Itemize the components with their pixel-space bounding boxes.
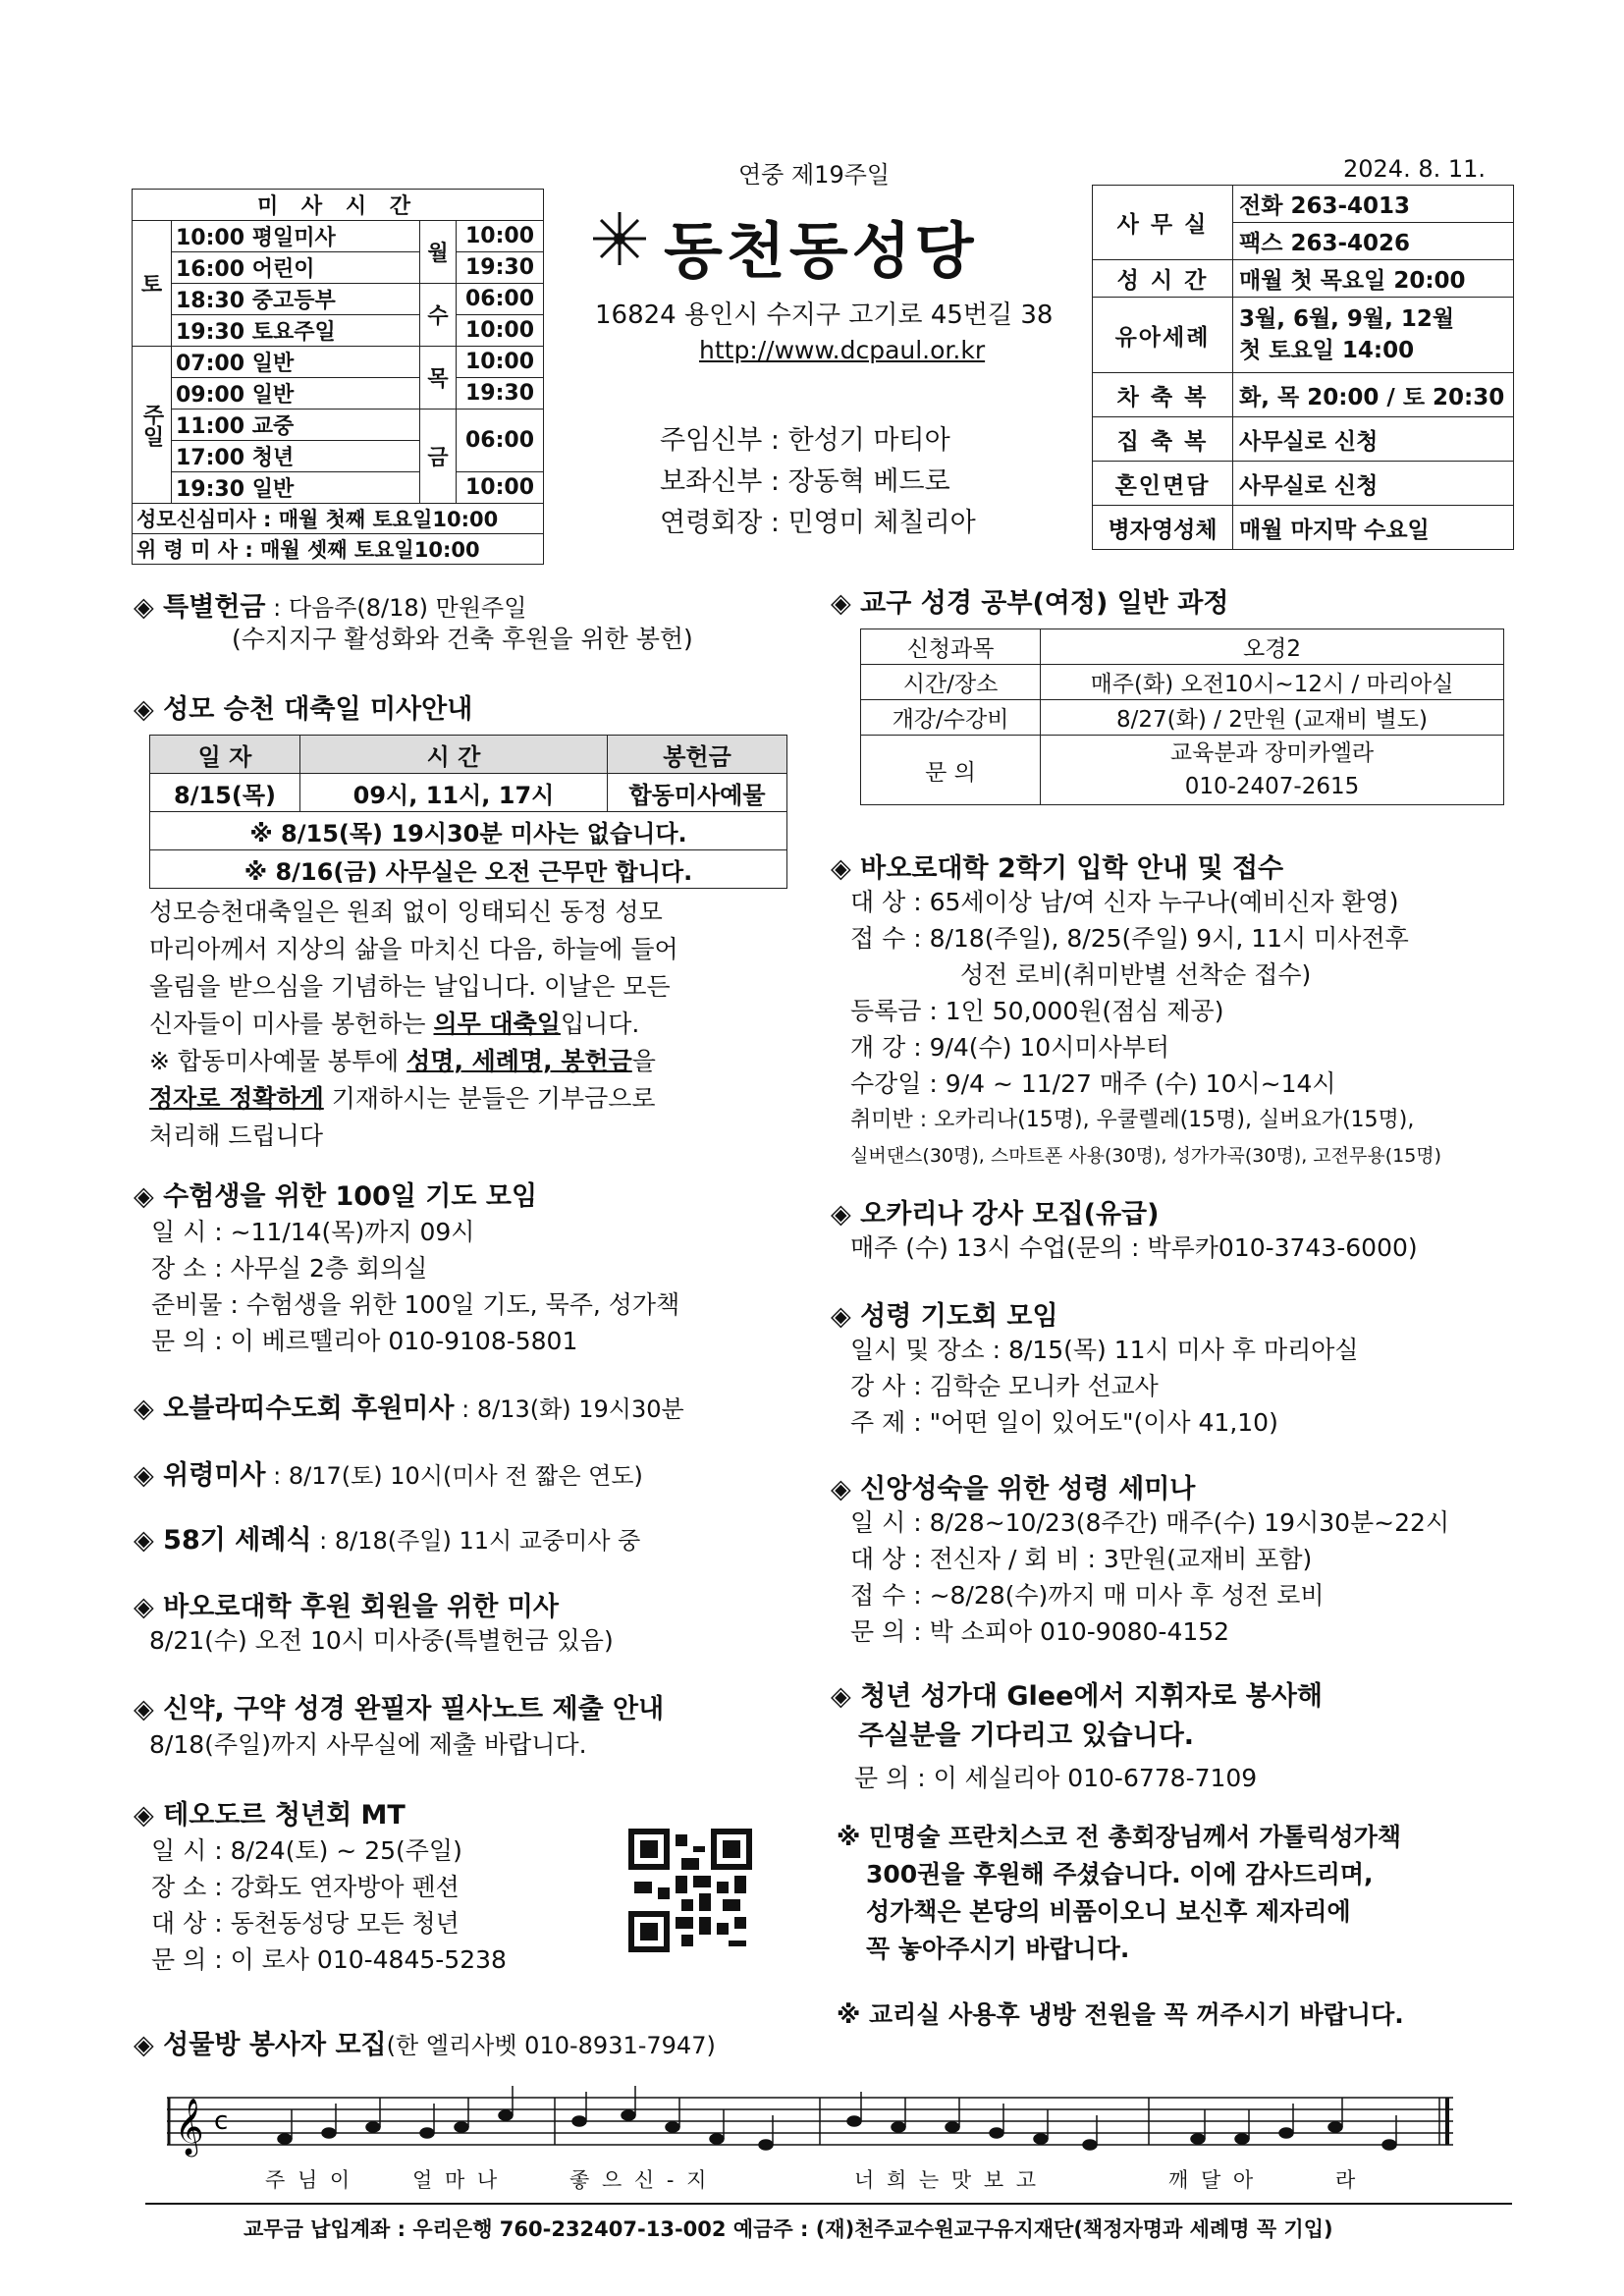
music-note	[622, 2110, 635, 2120]
office-label: 병자영성체	[1093, 506, 1233, 550]
weekday-time: 10:00	[457, 315, 544, 347]
diamond-bullet-icon: ◈	[831, 1199, 861, 1230]
sun-row: 11:00 교중	[172, 410, 420, 441]
weekday-time: 06:00	[457, 284, 544, 315]
section-shop-volunteer: ◈ 성물방 봉사자 모집(한 엘리사벳 010-8931-7947)	[134, 2030, 716, 2060]
office-value: 첫 토요일 14:00	[1239, 338, 1415, 363]
section-youth-mt: ◈ 테오도르 청년회 MT	[134, 1800, 406, 1831]
office-value: 사무실로 신청	[1233, 417, 1514, 462]
diamond-bullet-icon: ◈	[831, 1681, 861, 1712]
diamond-bullet-icon: ◈	[134, 694, 164, 725]
music-note	[1235, 2134, 1249, 2144]
music-note	[322, 2128, 336, 2138]
clergy-item: 연령회장 : 민영미 체칠리아	[660, 508, 976, 538]
office-value: 전화 263-4013	[1233, 186, 1514, 223]
section-bible-notes: ◈ 신약, 구약 성경 완필자 필사노트 제출 안내	[134, 1694, 665, 1724]
choir-contact: 문 의 : 이 세실리아 010-6778-7109	[854, 1764, 1258, 1792]
office-info-table	[1092, 185, 1514, 550]
music-note	[499, 2110, 513, 2120]
office-value: 화, 목 20:00 / 토 20:30	[1233, 373, 1514, 417]
diamond-bullet-icon: ◈	[831, 1301, 861, 1332]
day-thu: 목	[420, 347, 457, 410]
office-label: 성 시 간	[1093, 260, 1233, 298]
clergy-item: 주임신부 : 한성기 마티아	[660, 425, 950, 456]
bulletin-date: 2024. 8. 11.	[1343, 155, 1487, 183]
diamond-bullet-icon: ◈	[134, 1525, 164, 1556]
section-special-offering: ◈ 특별헌금 : 다음주(8/18) 만원주일	[134, 592, 527, 623]
office-value: 매월 첫 목요일 20:00	[1233, 260, 1514, 298]
music-note	[892, 2122, 905, 2132]
mass-table-title: 미 사 시 간	[133, 190, 544, 221]
ocarina-detail: 매주 (수) 13시 수업(문의 : 박루카010-3743-6000)	[850, 1233, 1418, 1262]
diamond-bullet-icon: ◈	[134, 1592, 164, 1622]
section-choir-conductor: ◈ 청년 성가대 Glee에서 지휘자로 봉사해 주실분을 기다리고 있습니다.	[831, 1681, 1323, 1751]
weekday-time: 10:00	[457, 347, 544, 378]
office-value: 매월 마지막 수요일	[1233, 506, 1514, 550]
bible-study-table	[860, 629, 1504, 805]
hymnal-donation-note: ※ 민명술 프란치스코 전 총회장님께서 가톨릭성가책 300권을 후원해 주셨습니다. 이에 감사드리며, 성가책은 본당의 비품이오니 보신후 제자리에 꼭 놓아주시기 바랍니다.	[837, 1823, 1401, 1963]
music-note	[572, 2116, 586, 2126]
diamond-bullet-icon: ◈	[831, 1474, 861, 1504]
sun-row: 07:00 일반	[172, 347, 420, 378]
diamond-bullet-icon: ◈	[831, 588, 861, 619]
aircon-note: ※ 교리실 사용후 냉방 전원을 꼭 꺼주시기 바랍니다.	[837, 2000, 1404, 2029]
music-note	[946, 2122, 959, 2132]
sat-row: 18:30 중고등부	[172, 284, 420, 315]
spirit-seminar-details: 일 시 : 8/28~10/23(8주간) 매주(수) 19시30분~22시 대 상 : 전신자 / 회 비 : 3만원(교재비 포함) 접 수 : ~8/28(수)까지 매 미사 후 성전 로비 문 의 : 박 소피아 010-9080-4152	[850, 1508, 1450, 1646]
weekday-time: 10:00	[457, 221, 544, 252]
office-value: 팩스 263-4026	[1233, 223, 1514, 260]
music-note	[990, 2128, 1003, 2138]
section-paul-college-mass: ◈ 바오로대학 후원 회원을 위한 미사	[134, 1592, 559, 1622]
music-note	[710, 2134, 724, 2144]
liturgical-week: 연중 제19주일	[738, 161, 891, 189]
diamond-bullet-icon: ◈	[134, 2030, 164, 2060]
diamond-bullet-icon: ◈	[831, 853, 861, 884]
office-value: 사무실로 신청	[1233, 462, 1514, 506]
music-note	[278, 2134, 292, 2144]
section-bible-study: ◈ 교구 성경 공부(여정) 일반 과정	[831, 588, 1229, 619]
clergy-list	[660, 420, 976, 544]
section-assumption-mass: ◈ 성모 승천 대축일 미사안내	[134, 694, 473, 725]
diamond-bullet-icon: ◈	[134, 1694, 164, 1724]
row-value: 010-2407-2615	[1184, 774, 1360, 799]
row-value: 8/27(화) / 2만원 (교재비 별도)	[1041, 700, 1504, 736]
row-label: 문 의	[861, 736, 1041, 805]
diamond-bullet-icon: ◈	[134, 592, 164, 623]
sun-row: 09:00 일반	[172, 378, 420, 410]
cell: 8/15(목)	[150, 774, 300, 812]
col-header: 일 자	[150, 736, 300, 774]
cell: 09시, 11시, 17시	[300, 774, 608, 812]
row-value: 오경2	[1041, 629, 1504, 665]
mass-schedule-table	[132, 189, 544, 565]
section-spirit-seminar: ◈ 신앙성숙을 위한 성령 세미나	[831, 1474, 1196, 1504]
music-note	[1279, 2128, 1293, 2138]
weekday-time: 19:30	[457, 252, 544, 284]
office-label: 차 축 복	[1093, 373, 1233, 417]
music-note	[1083, 2140, 1097, 2150]
section-exam-prayer: ◈ 수험생을 위한 100일 기도 모임	[134, 1181, 538, 1212]
church-address: 16824 용인시 수지구 고기로 45번길 38	[595, 301, 1054, 330]
offering-detail: (수지지구 활성화와 건축 후원을 위한 봉헌)	[232, 625, 693, 653]
section-ocarina-teacher: ◈ 오카리나 강사 모집(유급)	[831, 1199, 1160, 1230]
youth-mt-details: 일 시 : 8/24(토) ~ 25(주일) 장 소 : 강화도 연자방아 펜션 대 상 : 동천동성당 모든 청년 문 의 : 이 로사 010-4845-5238	[151, 1836, 507, 1974]
music-note	[455, 2122, 468, 2132]
sunday-label: 주일	[133, 347, 172, 504]
table-note: ※ 8/16(금) 사무실은 오전 근무만 합니다.	[150, 850, 787, 889]
exam-prayer-details: 일 시 : ~11/14(목)까지 09시 장 소 : 사무실 2층 회의실 준비물 : 수험생을 위한 100일 기도, 묵주, 성가책 문 의 : 이 베르뗄리아 010-9108-5801	[151, 1218, 680, 1355]
music-note	[847, 2116, 861, 2126]
assumption-mass-table	[149, 735, 787, 889]
common-time-icon: c	[214, 2106, 229, 2136]
diamond-bullet-icon: ◈	[134, 1394, 164, 1424]
row-value: 매주(화) 오전10시~12시 / 마리아실	[1041, 665, 1504, 700]
paul-college-details: 대 상 : 65세이상 남/여 신자 누구나(예비신자 환영) 접 수 : 8/18(주일), 8/25(주일) 9시, 11시 미사전후 성전 로비(취미반별 선착순 접수) 등록금 : 1인 50,000원(점심 제공) 개 강 : 9/4(수) 10시미사부터 수강일 : 9/4 ~ 11/27 매주 (수) 10시~14시 취미반 : 오카리나(15명), 우쿨렐레(15명), 실버요가(15명), 실버댄스(30명), 스마트폰 사용(30명), 성가가곡(30명), 고전무용(15명)	[850, 888, 1442, 1167]
clergy-item: 보좌신부 : 장동혁 베드로	[660, 466, 950, 497]
sat-row: 19:30 토요주일	[172, 315, 420, 347]
office-label: 유아세례	[1093, 298, 1233, 373]
diamond-bullet-icon: ◈	[134, 1181, 164, 1212]
sun-row: 17:00 청년	[172, 441, 420, 472]
qr-code-icon[interactable]	[628, 1829, 752, 1956]
mass-note: 위 령 미 사 : 매월 셋째 토요일10:00	[133, 534, 544, 565]
weekday-time: 10:00	[457, 472, 544, 504]
music-note	[1328, 2122, 1342, 2132]
row-value: 교육분과 장미카엘라	[1169, 740, 1375, 766]
music-note	[366, 2122, 380, 2132]
assumption-paragraph: 성모승천대축일은 원죄 없이 잉태되신 동정 성모 마리아께서 지상의 삶을 마치신 다음, 하늘에 들어 올림을 받으심을 기념하는 날입니다. 이날은 모든 신자들이 미사를 봉헌하는 의무 대축일입니다. ※ 합동미사예물 봉투에 성명, 세례명, 봉헌금을 정자로 정확하게 기재하시는 분들은 기부금으로 처리해 드립니다	[149, 898, 678, 1150]
office-value: 3월, 6월, 9월, 12월	[1239, 306, 1455, 332]
diamond-bullet-icon: ◈	[134, 1800, 164, 1831]
office-label: 집 축 복	[1093, 417, 1233, 462]
row-label: 신청과목	[861, 629, 1041, 665]
office-label: 혼인면담	[1093, 462, 1233, 506]
section-paul-college-admission: ◈ 바오로대학 2학기 입학 안내 및 접수	[831, 853, 1284, 884]
footer-divider	[145, 2203, 1512, 2205]
table-note: ※ 8/15(목) 19시30분 미사는 없습니다.	[150, 812, 787, 850]
day-mon: 월	[420, 221, 457, 284]
music-note	[1382, 2140, 1396, 2150]
row-label: 시간/장소	[861, 665, 1041, 700]
treble-clef-icon: 𝄞	[175, 2098, 204, 2155]
music-note	[666, 2122, 679, 2132]
section-requiem-mass: ◈ 위령미사 : 8/17(토) 10시(미사 전 짧은 연도)	[134, 1460, 643, 1491]
day-fri: 금	[420, 410, 457, 504]
paul-college-mass-detail: 8/21(수) 오전 10시 미사중(특별헌금 있음)	[149, 1626, 614, 1655]
section-baptism: ◈ 58기 세례식 : 8/18(주일) 11시 교중미사 중	[134, 1525, 641, 1556]
music-staff	[167, 2084, 1453, 2176]
mass-note: 성모신심미사 : 매월 첫째 토요일10:00	[133, 504, 544, 534]
weekday-time: 19:30	[457, 378, 544, 410]
row-label: 개강/수강비	[861, 700, 1041, 736]
office-label: 사 무 실	[1093, 186, 1233, 260]
cell: 합동미사예물	[608, 774, 787, 812]
music-note	[1034, 2134, 1048, 2144]
weekday-time: 06:00	[457, 410, 544, 472]
church-url[interactable]: http://www.dcpaul.or.kr	[699, 336, 986, 364]
spirit-prayer-details: 일시 및 장소 : 8/15(목) 11시 미사 후 마리아실 강 사 : 김학순 모니카 선교사 주 제 : "어떤 일이 있어도"(이사 41,10)	[850, 1336, 1359, 1437]
music-note	[1191, 2134, 1205, 2144]
bible-notes-detail: 8/18(주일)까지 사무실에 제출 바랍니다.	[149, 1730, 587, 1759]
sat-row: 10:00 평일미사	[172, 221, 420, 252]
music-note	[420, 2128, 434, 2138]
sun-row: 19:30 일반	[172, 472, 420, 504]
footer-bank-account: 교무금 납입계좌 : 우리은행 760-232407-13-002 예금주 : (재)천주교수원교구유지재단(책정자명과 세례명 꼭 기입)	[244, 2217, 1333, 2241]
saturday-label: 토	[133, 221, 172, 347]
col-header: 시 간	[300, 736, 608, 774]
diamond-bullet-icon: ◈	[134, 1460, 164, 1491]
section-oblati-mass: ◈ 오블라띠수도회 후원미사 : 8/13(화) 19시30분	[134, 1394, 684, 1424]
song-lyrics: 주 님 이 얼 마 나 좋 으 신 - 지 너 희 는 맛 보 고 깨 달 아 라	[265, 2168, 1359, 2192]
ornate-cross-icon	[589, 208, 650, 273]
col-header: 봉헌금	[608, 736, 787, 774]
sat-row: 16:00 어린이	[172, 252, 420, 284]
church-name: 동천동성당	[664, 215, 978, 287]
music-note	[759, 2140, 773, 2150]
day-wed: 수	[420, 284, 457, 347]
section-spirit-prayer: ◈ 성령 기도회 모임	[831, 1301, 1058, 1332]
